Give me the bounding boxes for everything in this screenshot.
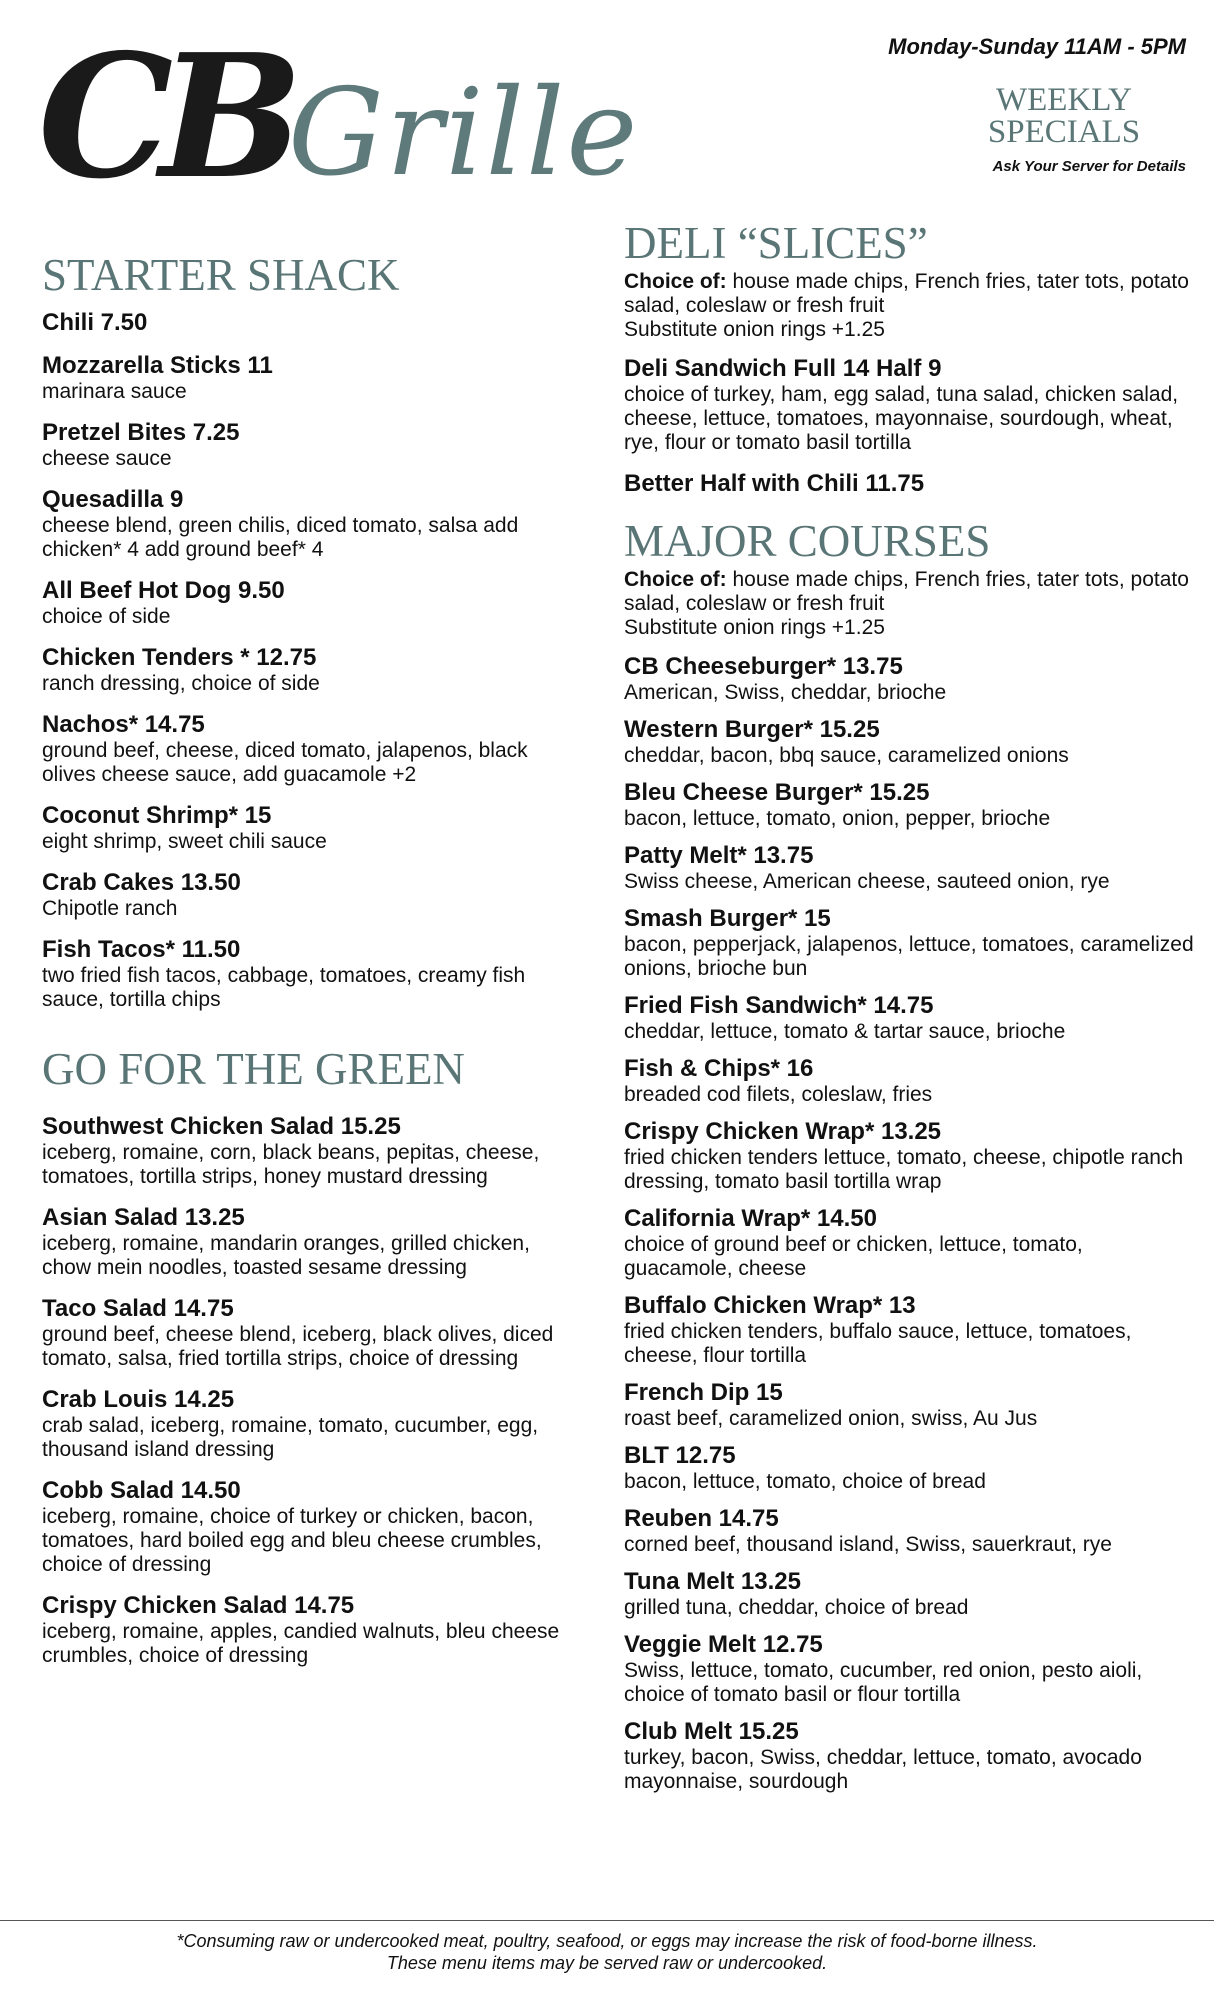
item-description: bacon, lettuce, tomato, onion, pepper, brioche xyxy=(624,807,1051,830)
item-description: ground beef, cheese blend, iceberg, black olives, diced tomato, salsa, fried tortilla strips, choice of dressing xyxy=(42,1323,554,1370)
item-name: Buffalo Chicken Wrap* 13 xyxy=(624,1292,916,1319)
choice-text: house made chips, French fries, tater tots, potato salad, coleslaw or fresh fruit xyxy=(624,270,1189,317)
menu-item xyxy=(624,1630,1194,1707)
section-title: GO FOR THE GREEN xyxy=(42,1044,465,1094)
item-name: All Beef Hot Dog 9.50 xyxy=(42,577,285,604)
menu-item xyxy=(624,1717,1194,1794)
item-name: Mozzarella Sticks 11 xyxy=(42,352,273,379)
right-column xyxy=(624,218,1194,1804)
weekly-specials-line2: SPECIALS xyxy=(987,114,1141,150)
section-starter-shack xyxy=(42,250,582,1012)
menu-item xyxy=(624,1504,1194,1557)
choice-label: Choice of: xyxy=(624,568,727,591)
weekly-specials-heading xyxy=(964,84,1164,148)
menu-item xyxy=(624,778,1194,831)
item-description: choice of ground beef or chicken, lettuce, tomato, guacamole, cheese xyxy=(624,1233,1083,1280)
menu-item xyxy=(624,354,1194,455)
section-go-for-the-green xyxy=(42,1044,582,1668)
section-major-courses xyxy=(624,516,1194,1794)
weekly-specials-line1: WEEKLY xyxy=(996,82,1132,118)
item-name: Patty Melt* 13.75 xyxy=(624,842,814,869)
menu-item xyxy=(42,1203,582,1280)
item-name: Coconut Shrimp* 15 xyxy=(42,802,272,829)
item-name: Pretzel Bites 7.25 xyxy=(42,419,240,446)
menu-item xyxy=(42,351,582,404)
item-name: Tuna Melt 13.25 xyxy=(624,1568,801,1595)
menu-item xyxy=(624,1054,1194,1107)
item-name: Taco Salad 14.75 xyxy=(42,1295,234,1322)
item-name: Asian Salad 13.25 xyxy=(42,1204,245,1231)
item-description: breaded cod filets, coleslaw, fries xyxy=(624,1083,933,1106)
menu-item xyxy=(42,643,582,696)
hours-text: Monday-Sunday 11AM - 5PM xyxy=(888,34,1186,59)
item-name: Chili 7.50 xyxy=(42,309,148,336)
item-name: Reuben 14.75 xyxy=(624,1505,779,1532)
item-description: iceberg, romaine, corn, black beans, pepitas, cheese, tomatoes, tortilla strips, honey mustard dressing xyxy=(42,1141,540,1188)
menu-item xyxy=(42,1112,582,1189)
item-description: iceberg, romaine, apples, candied walnuts, bleu cheese crumbles, choice of dressing xyxy=(42,1620,560,1667)
item-description: grilled tuna, cheddar, choice of bread xyxy=(624,1596,969,1619)
item-description: Swiss, lettuce, tomato, cucumber, red onion, pesto aioli, choice of tomato basil or flour tortilla xyxy=(624,1659,1143,1706)
menu-item xyxy=(624,841,1194,894)
item-name: Better Half with Chili 11.75 xyxy=(624,470,925,497)
item-description: iceberg, romaine, mandarin oranges, grilled chicken, chow mein noodles, toasted sesame dressing xyxy=(42,1232,530,1279)
choice-label: Choice of: xyxy=(624,270,727,293)
menu-item xyxy=(42,485,582,562)
health-disclaimer xyxy=(0,1930,1214,1974)
item-name: Bleu Cheese Burger* 15.25 xyxy=(624,779,930,806)
item-name: Quesadilla 9 xyxy=(42,486,184,513)
disclaimer-line1: *Consuming raw or undercooked meat, poultry, seafood, or eggs may increase the risk of food-borne illness. xyxy=(176,1931,1038,1951)
item-description: choice of side xyxy=(42,605,171,628)
item-description: cheese sauce xyxy=(42,447,172,470)
item-description: cheddar, lettuce, tomato & tartar sauce, brioche xyxy=(624,1020,1066,1043)
menu-item xyxy=(42,801,582,854)
item-name: Smash Burger* 15 xyxy=(624,905,831,932)
menu-item xyxy=(42,868,582,921)
footer-divider xyxy=(0,1920,1214,1921)
menu-item xyxy=(42,1385,582,1462)
item-description: cheddar, bacon, bbq sauce, caramelized onions xyxy=(624,744,1069,767)
menu-item xyxy=(42,418,582,471)
menu-item xyxy=(42,1476,582,1577)
menu-item xyxy=(624,904,1194,981)
item-description: fried chicken tenders lettuce, tomato, cheese, chipotle ranch dressing, tomato basil tortilla wrap xyxy=(624,1146,1184,1193)
side-choice-note xyxy=(624,270,1194,342)
substitute-note: Substitute onion rings +1.25 xyxy=(624,616,885,639)
item-name: Cobb Salad 14.50 xyxy=(42,1477,241,1504)
item-name: CB Cheeseburger* 13.75 xyxy=(624,653,903,680)
item-name: Crab Louis 14.25 xyxy=(42,1386,235,1413)
item-description: bacon, lettuce, tomato, choice of bread xyxy=(624,1470,986,1493)
item-name: Nachos* 14.75 xyxy=(42,711,205,738)
section-title: DELI “SLICES” xyxy=(624,218,928,268)
menu-item xyxy=(624,715,1194,768)
item-name: Veggie Melt 12.75 xyxy=(624,1631,823,1658)
item-name: Fish & Chips* 16 xyxy=(624,1055,814,1082)
item-name: Deli Sandwich Full 14 Half 9 xyxy=(624,355,942,382)
menu-item xyxy=(624,1291,1194,1368)
item-description: iceberg, romaine, choice of turkey or chicken, bacon, tomatoes, hard boiled egg and bleu cheese crumbles, choice of dressing xyxy=(42,1505,542,1576)
item-description: choice of turkey, ham, egg salad, tuna salad, chicken salad, cheese, lettuce, tomatoes, mayonnaise, sourdough, wheat, rye, flour or tomato basil tortilla xyxy=(624,383,1179,454)
menu-item xyxy=(42,1591,582,1668)
item-name: Crispy Chicken Salad 14.75 xyxy=(42,1592,355,1619)
menu-item xyxy=(624,991,1194,1044)
menu-item xyxy=(624,1378,1194,1431)
item-description: eight shrimp, sweet chili sauce xyxy=(42,830,327,853)
menu-item xyxy=(624,469,1194,498)
menu-item xyxy=(42,710,582,787)
menu-item xyxy=(42,935,582,1012)
choice-text: house made chips, French fries, tater tots, potato salad, coleslaw or fresh fruit xyxy=(624,568,1189,615)
item-name: Chicken Tenders * 12.75 xyxy=(42,644,317,671)
item-description: ground beef, cheese, diced tomato, jalapenos, black olives cheese sauce, add guacamole +2 xyxy=(42,739,528,786)
item-description: Swiss cheese, American cheese, sauteed onion, rye xyxy=(624,870,1110,893)
item-name: Crispy Chicken Wrap* 13.25 xyxy=(624,1118,942,1145)
item-description: ranch dressing, choice of side xyxy=(42,672,320,695)
left-column xyxy=(42,250,582,1682)
item-description: corned beef, thousand island, Swiss, sauerkraut, rye xyxy=(624,1533,1112,1556)
item-description: two fried fish tacos, cabbage, tomatoes, creamy fish sauce, tortilla chips xyxy=(42,964,526,1011)
item-name: California Wrap* 14.50 xyxy=(624,1205,877,1232)
item-description: American, Swiss, cheddar, brioche xyxy=(624,681,947,704)
item-name: Crab Cakes 13.50 xyxy=(42,869,241,896)
item-name: Fried Fish Sandwich* 14.75 xyxy=(624,992,934,1019)
item-name: BLT 12.75 xyxy=(624,1442,736,1469)
item-description: crab salad, iceberg, romaine, tomato, cucumber, egg, thousand island dressing xyxy=(42,1414,539,1461)
logo-wordmark: Grille xyxy=(288,64,640,203)
menu-item xyxy=(624,652,1194,705)
menu-item xyxy=(624,1441,1194,1494)
item-name: Club Melt 15.25 xyxy=(624,1718,799,1745)
item-description: turkey, bacon, Swiss, cheddar, lettuce, tomato, avocado mayonnaise, sourdough xyxy=(624,1746,1142,1793)
item-description: Chipotle ranch xyxy=(42,897,178,920)
item-name: Fish Tacos* 11.50 xyxy=(42,936,241,963)
substitute-note: Substitute onion rings +1.25 xyxy=(624,318,885,341)
menu-item xyxy=(42,576,582,629)
item-description: marinara sauce xyxy=(42,380,187,403)
item-description: fried chicken tenders, buffalo sauce, lettuce, tomatoes, cheese, flour tortilla xyxy=(624,1320,1132,1367)
menu-item xyxy=(624,1117,1194,1194)
menu-item xyxy=(624,1204,1194,1281)
item-description: cheese blend, green chilis, diced tomato, salsa add chicken* 4 add ground beef* 4 xyxy=(42,514,519,561)
item-name: Southwest Chicken Salad 15.25 xyxy=(42,1113,401,1140)
item-name: French Dip 15 xyxy=(624,1379,783,1406)
menu-item xyxy=(624,1567,1194,1620)
weekly-specials-note: Ask Your Server for Details xyxy=(992,158,1186,175)
section-title: STARTER SHACK xyxy=(42,250,400,300)
item-name: Western Burger* 15.25 xyxy=(624,716,880,743)
menu-item xyxy=(42,1294,582,1371)
item-description: bacon, pepperjack, jalapenos, lettuce, tomatoes, caramelized onions, brioche bun xyxy=(624,933,1194,980)
logo xyxy=(38,17,678,218)
section-title: MAJOR COURSES xyxy=(624,516,991,566)
section-deli-slices xyxy=(624,218,1194,498)
item-description: roast beef, caramelized onion, swiss, Au Jus xyxy=(624,1407,1038,1430)
disclaimer-line2: These menu items may be served raw or undercooked. xyxy=(386,1953,828,1973)
logo-mark: CB xyxy=(38,17,289,217)
menu-item xyxy=(42,308,582,337)
side-choice-note xyxy=(624,568,1194,640)
